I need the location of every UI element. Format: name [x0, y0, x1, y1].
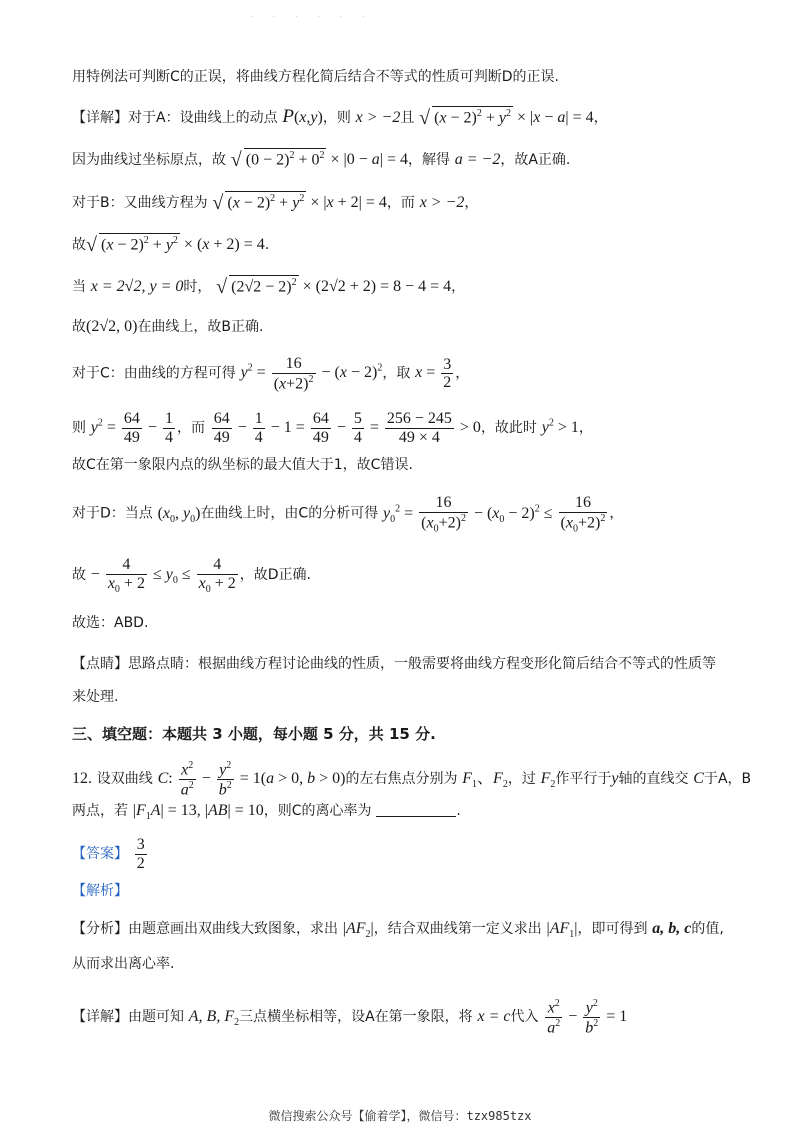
- text-line: 故√ $(x - 2)^2 + y^2 \times (x + 2) = 4$.: [72, 234, 270, 256]
- text-line: 对于B：又曲线方程为 √ $(x - 2)^2 + y^2 \times |x + 2| = 4$，而 x > −2，: [72, 192, 479, 214]
- text-line: 当 x = 2√2, y = 0时， √ $(2√2 - 2)^2 \times (2√2 + 2) = 8 - 4 = 4$，: [72, 276, 466, 298]
- text-line: 来处理.: [72, 689, 119, 705]
- analysis-tag-line: 【解析】: [72, 883, 128, 899]
- text-line: 用特例法可判断C的正误，将曲线方程化简后结合不等式的性质可判断D的正误.: [72, 69, 560, 85]
- text-line: 则 $y^2$ = $\frac{64}{49}$ − $\frac{1}{4}$ ，而 $\frac{64}{49}$ − $\frac{1}{4}$ − 1 = $\frac{64}{49}$ − $\frac{5}{4}$ = $\frac{256 - 245}{49 \times 4}$ > 0，故此时 $y^2 > 1$，: [72, 410, 593, 446]
- question-12: 12. 设双曲线 C: $\frac{x^2}{a^2}$ − $\frac{y^2}{b^2}$ = 1(a > 0, b > 0)的左右焦点分别为 $F_1$、$F_2$，过 $F_2$作平行于y轴的直线交 C于A，B: [72, 760, 752, 799]
- answer-tag: 【答案】: [72, 845, 128, 862]
- detail-tag: 【详解】: [72, 110, 128, 126]
- text-line: 故 − $\frac{4}{x_0 + 2}$ ≤ $y_0$ ≤ $\frac{4}{x_0 + 2}$ ，故D正确.: [72, 556, 311, 595]
- footer-watermark: 微信搜索公众号【偷着学】，微信号：tzx985tzx: [268, 1109, 532, 1123]
- text-line: 故C在第一象限内点的纵坐标的最大值大于1，故C错误.: [72, 457, 413, 473]
- text-line: 对于D：当点 ($x_0$, $y_0$)在曲线上时，由C的分析可得 $y_0^2$ = $\frac{16}{(x_0+2)^2}$ − $(x_0 - 2)^2$ ≤ $\frac{16}{(x_0+2)^2}$ ，: [72, 494, 624, 535]
- answer-line: 【答案】 $\frac{3}{2}$: [72, 836, 145, 872]
- question-12-cont: 两点，若 $|F_1A| = 13$, |AB| = 10，则C的离心率为 .: [72, 802, 461, 823]
- tips-tag: 【点睛】: [72, 656, 128, 672]
- text-line: 【分析】由题意画出双曲线大致图象，求出 $|AF_2|$，结合双曲线第一定义求出 $|AF_1|$，即可得到 a, b, c的值,: [72, 920, 724, 941]
- answer-blank: [376, 802, 456, 817]
- text-line: 故选：ABD.: [72, 615, 149, 631]
- section-heading: 三、填空题：本题共 3 小题，每小题 5 分，共 15 分.: [72, 725, 436, 743]
- text-line: 对于C：由曲线的方程可得 $y^2$ = $\frac{16}{(x+2)^2}$ − $(x - 2)^2$，取 x = $\frac{3}{2}$ ，: [72, 355, 470, 392]
- text-line: 【详解】由题可知 A, B, $F_2$三点横坐标相等，设A在第一象限，将 x = c代入 $\frac{x^2}{a^2}$ − $\frac{y^2}{b^2}$ = 1: [72, 998, 628, 1037]
- text-line: 从而求出离心率.: [72, 956, 175, 972]
- text-line: 【点睛】思路点睛：根据曲线方程讨论曲线的性质，一般需要将曲线方程变形化简后结合不等式的性质等: [72, 656, 716, 672]
- text-line: 因为曲线过坐标原点，故 √ $(0 - 2)^2 + 0^2 \times |0 - a| = 4$，解得 a = −2，故A正确.: [72, 149, 571, 171]
- faint-header: · · · · · ·: [250, 12, 373, 23]
- text-line: 【详解】对于A：设曲线上的动点 P(x,y)，则 x > −2且 √ $(x - 2)^2 + y^2 \times |x - a| = 4$，: [72, 106, 608, 129]
- text-line: 故(2√2, 0)在曲线上，故B正确.: [72, 318, 264, 335]
